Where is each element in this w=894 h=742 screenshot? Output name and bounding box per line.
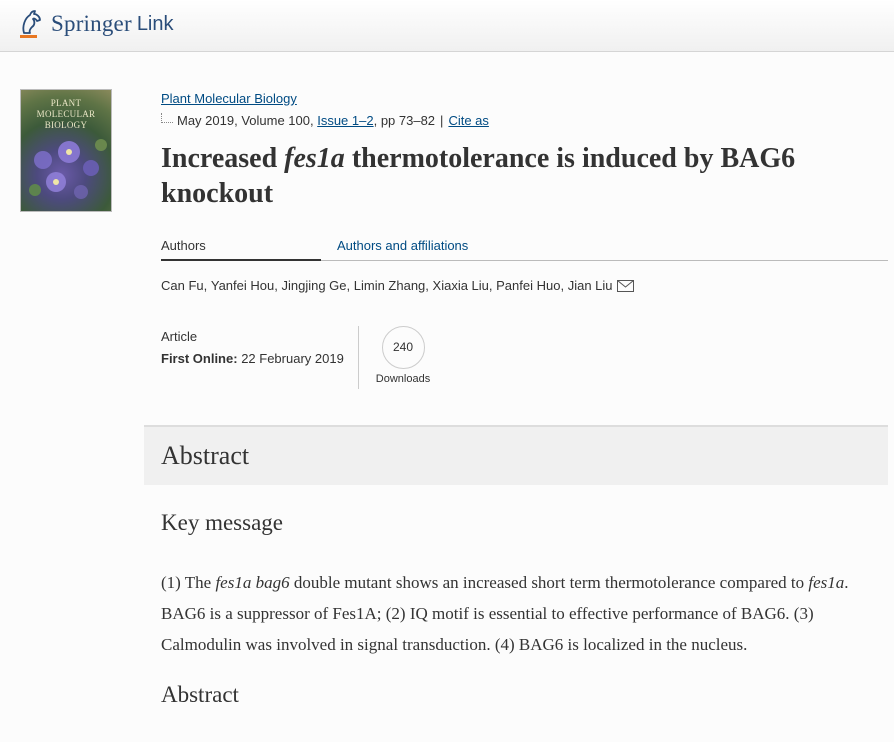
article-title — [161, 141, 861, 211]
tab-authors[interactable]: Authors — [161, 237, 321, 261]
springer-horse-icon — [18, 8, 46, 40]
downloads-metric — [368, 326, 438, 385]
key-message-heading: Key message — [161, 510, 283, 535]
title-part1: Increased — [161, 143, 285, 174]
journal-cover-image[interactable] — [20, 89, 112, 212]
mail-icon[interactable] — [617, 280, 634, 292]
author-name[interactable]: Xiaxia Liu — [432, 278, 489, 293]
issue-separator: | — [440, 113, 444, 128]
abstract-subheading: Abstract — [161, 682, 239, 707]
cover-title-line3: BIOLOGY — [44, 120, 88, 130]
issue-link[interactable]: Issue 1–2 — [317, 113, 374, 128]
cover-title-line2: MOLECULAR — [36, 109, 96, 119]
article-meta — [161, 329, 344, 366]
cover-flowers-illustration — [21, 130, 112, 212]
title-italic: fes1a — [284, 143, 345, 174]
issue-info — [161, 113, 489, 128]
author-name[interactable]: Yanfei Hou — [210, 278, 275, 293]
springerlink-logo[interactable] — [18, 8, 174, 40]
key-italic-2: fes1a — [808, 573, 845, 592]
issue-pages: , pp 73–82 — [373, 113, 436, 128]
first-online — [161, 351, 344, 366]
author-name[interactable]: Limin Zhang — [353, 278, 426, 293]
downloads-count: 240 — [382, 326, 425, 369]
author-tabs — [161, 237, 888, 261]
title-part2: thermotolerance is induced by BAG6 knockout — [161, 143, 796, 209]
abstract-section-title: Abstract — [161, 441, 250, 470]
tab-authors-affiliations[interactable]: Authors and affiliations — [337, 238, 469, 253]
author-name[interactable]: Jingjing Ge — [281, 278, 347, 293]
downloads-label: Downloads — [375, 373, 431, 385]
cite-as-link[interactable]: Cite as — [448, 113, 489, 128]
logo-springer-text: Springer — [51, 11, 132, 36]
abstract-section-header[interactable] — [144, 425, 888, 485]
key-italic-1: fes1a bag6 — [215, 573, 290, 592]
key-text-2: double mutant shows an increased short term thermotolerance compared to — [289, 573, 809, 592]
cover-title — [21, 98, 111, 131]
top-bar — [0, 0, 894, 52]
article-type: Article — [161, 329, 198, 344]
author-list: Can Fu , Yanfei Hou , Jingjing Ge , Limin Zhang , Xiaxia Liu , Panfei Huo , Jian Liu — [161, 278, 634, 293]
key-text-3: . BAG6 is a suppressor of Fes1A; (2) IQ motif is essential to effective performance of BAG6. (3) Calmodulin was involved in signal transduction. (4) BAG6 is localized in the nucleus. — [161, 573, 849, 654]
metrics-divider — [358, 326, 359, 389]
key-text-1: (1) The — [161, 573, 216, 592]
author-name[interactable]: Panfei Huo — [496, 278, 561, 293]
issue-date-volume: May 2019, Volume 100, — [177, 113, 314, 128]
tree-branch-icon — [161, 113, 173, 123]
author-name[interactable]: Jian Liu — [567, 278, 613, 293]
first-online-label: First Online: — [161, 351, 238, 366]
logo-link-text: Link — [136, 12, 174, 35]
journal-link[interactable]: Plant Molecular Biology — [161, 91, 297, 106]
first-online-date: 22 February 2019 — [241, 351, 344, 366]
key-message-text — [161, 567, 885, 660]
cover-title-line1: PLANT — [50, 98, 82, 108]
author-name[interactable]: Can Fu — [161, 278, 204, 293]
